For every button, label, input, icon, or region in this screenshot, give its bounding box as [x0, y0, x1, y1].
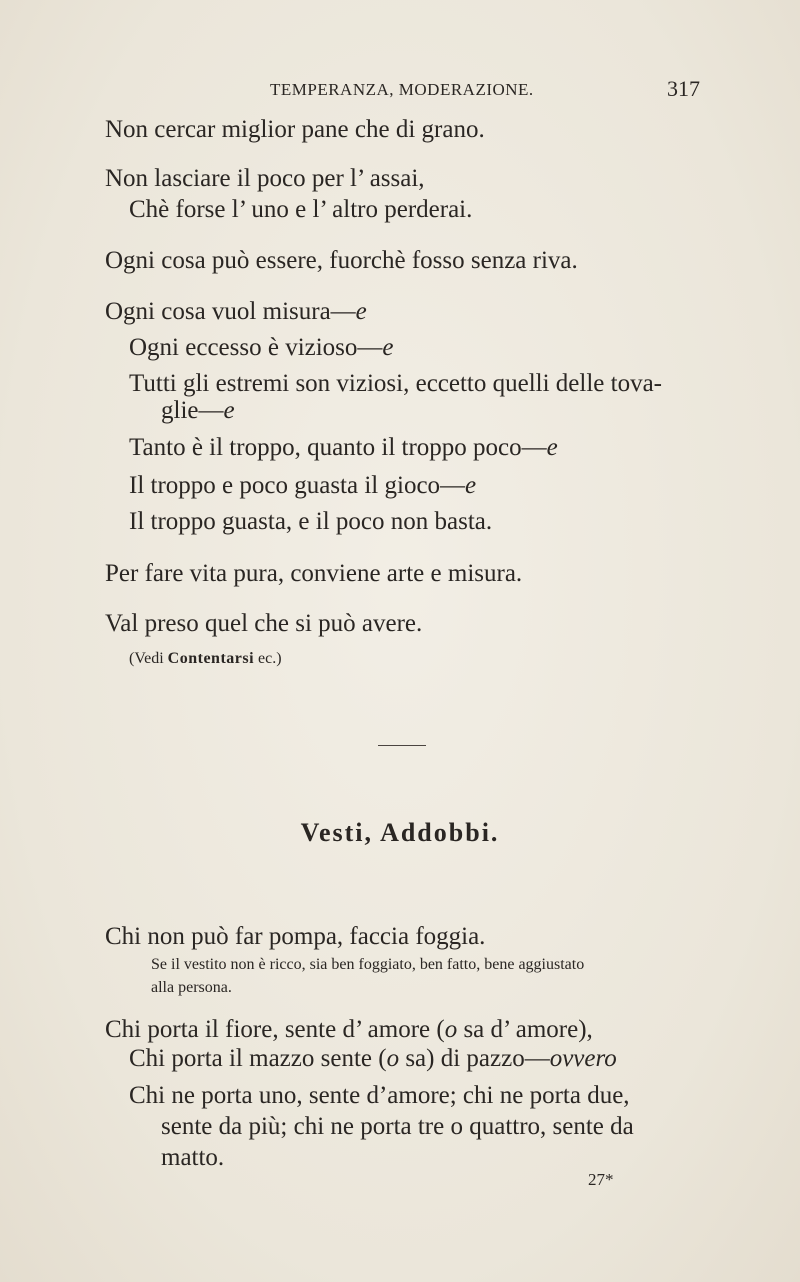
proverb-line: glie—e [161, 397, 235, 424]
proverb-line: Il troppo guasta, e il poco non basta. [129, 508, 493, 535]
proverb-line: Non cercar miglior pane che di grano. [105, 116, 485, 143]
proverb-line: Ogni cosa vuol misura—e [105, 298, 367, 325]
proverb-line: Chi non può far pompa, faccia foggia. [105, 923, 486, 950]
explanatory-note: alla persona. [151, 979, 232, 996]
proverb-line: Chi ne porta uno, sente d’amore; chi ne porta due, [129, 1082, 630, 1109]
proverb-line: Per fare vita pura, conviene arte e misura. [105, 560, 523, 587]
cross-reference: (Vedi Contentarsi ec.) [129, 650, 282, 667]
proverb-line: Il troppo e poco guasta il gioco—e [129, 472, 477, 499]
proverb-line: Ogni eccesso è vizioso—e [129, 334, 394, 361]
proverb-line: Chi porta il fiore, sente d’ amore (o sa d’ amore), [105, 1016, 593, 1043]
signature-mark: 27* [588, 1170, 614, 1189]
proverb-line: Val preso quel che si può avere. [105, 610, 423, 637]
proverb-line: Chè forse l’ uno e l’ altro perderai. [129, 196, 473, 223]
proverb-line: matto. [161, 1144, 225, 1171]
proverb-line: sente da più; chi ne porta tre o quattro, sente da [161, 1113, 634, 1140]
section-title: Vesti, Addobbi. [300, 818, 500, 847]
explanatory-note: Se il vestito non è ricco, sia ben foggiato, ben fatto, bene aggiustato [151, 956, 585, 973]
proverb-line: Tanto è il troppo, quanto il troppo poco—e [129, 434, 558, 461]
proverb-line: Ogni cosa può essere, fuorchè fosso senza riva. [105, 247, 578, 274]
proverb-line: Tutti gli estremi son viziosi, eccetto quelli delle tova- [129, 370, 663, 397]
page-number: 317 [667, 76, 700, 101]
proverb-line: Non lasciare il poco per l’ assai, [105, 165, 425, 192]
page-header [105, 76, 700, 106]
running-title: TEMPERANZA, MODERAZIONE. [270, 80, 534, 99]
section-divider [378, 745, 426, 746]
proverb-line: Chi porta il mazzo sente (o sa) di pazzo—ovvero [129, 1045, 617, 1072]
